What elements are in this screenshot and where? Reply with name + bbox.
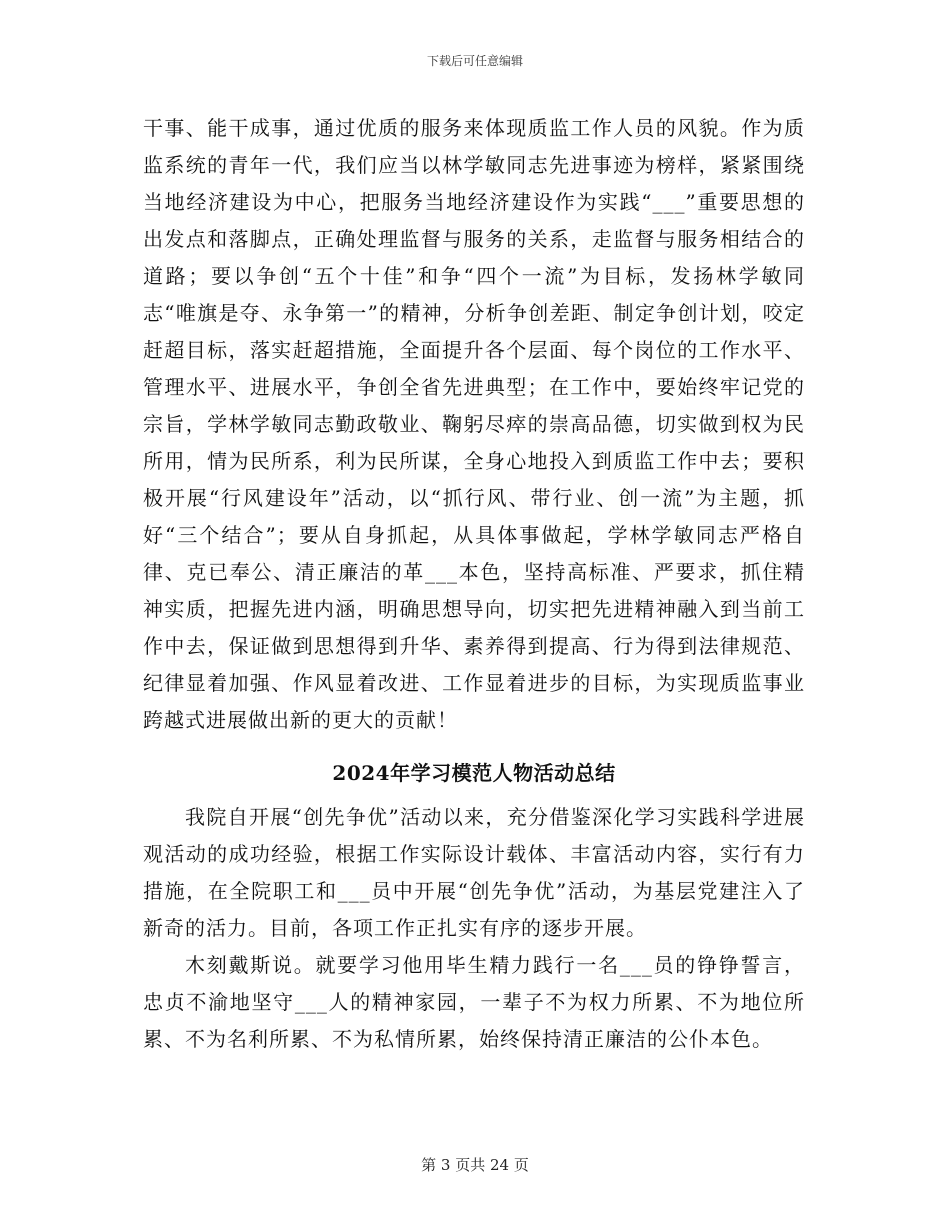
document-body bbox=[143, 110, 805, 1058]
page-header-note: 下载后可任意编辑 bbox=[426, 54, 523, 68]
section-title: 2024年学习模范人物活动总结 bbox=[332, 761, 616, 785]
page-number-footer: 第 3 页共 24 页 bbox=[421, 1156, 529, 1174]
body-paragraph-2: 我院自开展“创先争优”活动以来，充分借鉴深化学习实践科学进展观活动的成功经验，根据工作实际设计载体、丰富活动内容，实行有力措施，在全院职工和___员中开展“创先争优”活动，为基层党建注入了新奇的活力。目前，各项工作正扎实有序的逐步开展。 bbox=[143, 805, 805, 940]
body-paragraph-3: 木刻戴斯说。就要学习他用毕生精力践行一名___员的铮铮誓言，忠贞不渝地坚守___人的精神家园，一辈子不为权力所累、不为地位所累、不为名利所累、不为私情所累，始终保持清正廉洁的公仆本色。 bbox=[143, 953, 805, 1051]
body-paragraph-1: 干事、能干成事，通过优质的服务来体现质监工作人员的风貌。作为质监系统的青年一代，我们应当以林学敏同志先进事迹为榜样，紧紧围绕当地经济建设为中心，把服务当地经济建设作为实践“___”重要思想的出发点和落脚点，正确处理监督与服务的关系，走监督与服务相结合的道路；要以争创“五个十佳”和争“四个一流”为目标，发扬林学敏同志“唯旗是夺、永争第一”的精神，分析争创差距、制定争创计划，咬定赶超目标，落实赶超措施，全面提升各个层面、每个岗位的工作水平、管理水平、进展水平，争创全省先进典型；在工作中，要始终牢记党的宗旨，学林学敏同志勤政敬业、鞠躬尽瘁的崇高品德，切实做到权为民所用，情为民所系，利为民所谋，全身心地投入到质监工作中去；要积极开展“行风建设年”活动，以“抓行风、带行业、创一流”为主题，抓好“三个结合”；要从自身抓起，从具体事做起，学林学敏同志严格自律、克已奉公、清正廉洁的革___本色，坚持高标准、严要求，抓住精神实质，把握先进内涵，明确思想导向，切实把先进精神融入到当前工作中去，保证做到思想得到升华、素养得到提高、行为得到法律规范、纪律显着加强、作风显着改进、工作显着进步的目标，为实现质监事业跨越式进展做出新的更大的贡献！ bbox=[143, 116, 805, 732]
